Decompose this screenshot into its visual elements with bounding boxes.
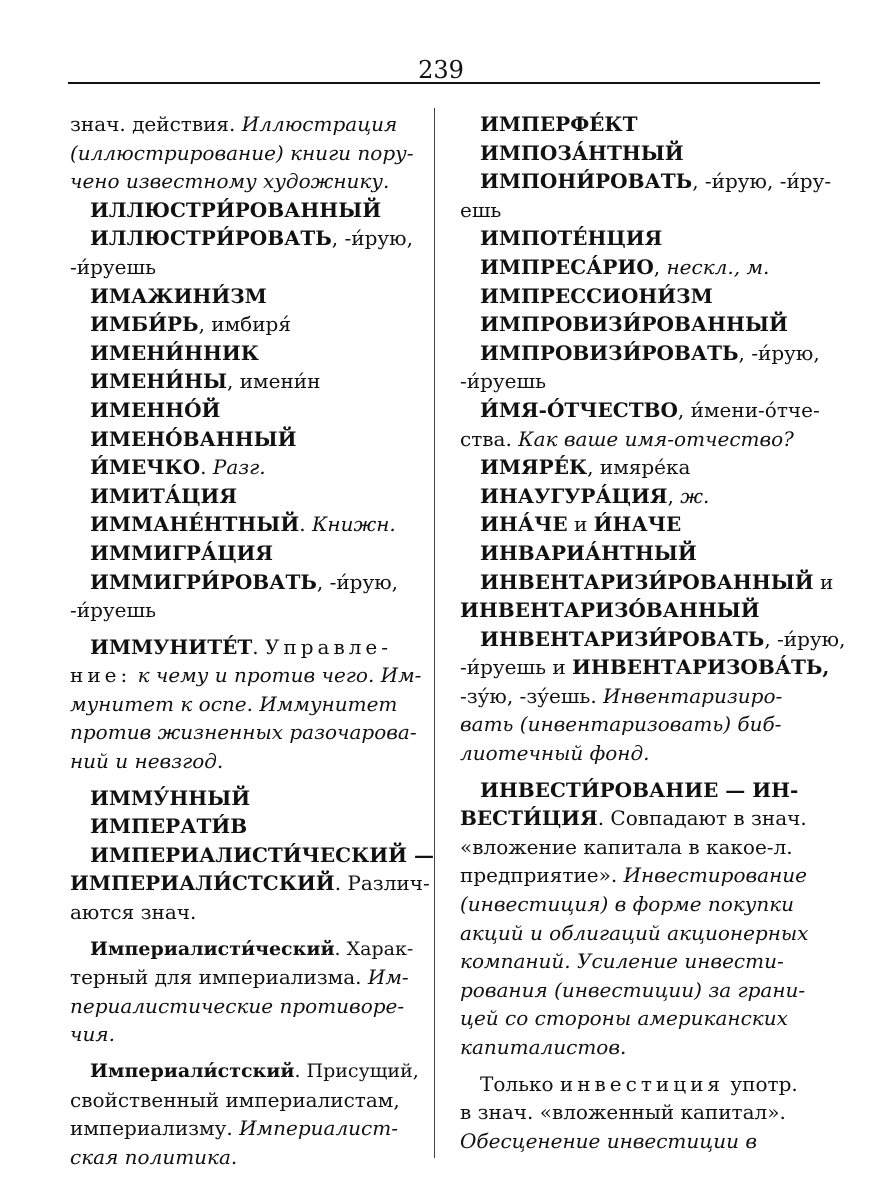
entry-text: свойственный империалистам, <box>70 1087 400 1112</box>
entry-text: терный для империализма. <box>70 965 368 990</box>
text-line <box>460 682 818 711</box>
text-line <box>70 253 420 282</box>
entry-text: , -и́рую, <box>316 569 399 594</box>
example-text: мунитет к оспе. Иммунитет <box>70 691 398 716</box>
text-line <box>460 282 818 311</box>
entry-text: -зу́ю, -зу́ешь. <box>460 683 604 708</box>
entry-headword: Империалисти́ческий <box>90 937 335 960</box>
entry-headword: ИНВЕНТАРИЗИ́РОВАТЬ <box>480 626 765 651</box>
column-divider <box>434 108 435 1158</box>
text-line <box>460 1033 818 1062</box>
text-line <box>70 812 420 841</box>
entry-headword: ИМПРЕСА́РИО <box>480 254 654 279</box>
example-text: вать (инвентаризовать) биб- <box>460 712 782 737</box>
example-text: нескл., м. <box>666 254 770 279</box>
entry-headword: ИНВЕНТАРИЗОВА́ТЬ, <box>572 655 830 680</box>
spaced-text: инвестиция <box>559 1071 725 1096</box>
entry-text: . Совпадают в знач. <box>597 806 807 831</box>
text-line <box>70 841 435 870</box>
text-line <box>460 310 818 339</box>
example-text: рования (инвестиции) за грани- <box>460 977 806 1002</box>
example-text: Империалист- <box>239 1116 398 1141</box>
text-line <box>460 425 818 454</box>
entry-text: употр. <box>724 1071 798 1096</box>
entry-headword: ИНВАРИА́НТНЫЙ <box>480 540 697 565</box>
entry-headword: И́МЯ-О́ТЧЕСТВО <box>480 397 678 422</box>
example-text: (инвестиция) в форме покупки <box>460 892 795 917</box>
text-line <box>70 633 420 662</box>
text-line <box>70 510 420 539</box>
entry-text: , -и́рую, <box>331 226 413 251</box>
text-line <box>460 196 818 225</box>
entry-headword: ИМАЖИНИ́ЗМ <box>90 283 267 308</box>
text-line <box>70 898 420 927</box>
text-line <box>460 139 818 168</box>
page-number: 239 <box>418 56 464 84</box>
entry-text: и <box>567 512 594 537</box>
entry-text: , <box>667 483 681 508</box>
entry-headword: ИМЕННО́Й <box>90 397 221 422</box>
entry-text: аются знач. <box>70 900 197 925</box>
entry-text: знач. действия. <box>70 112 242 136</box>
entry-text: , -и́рую, -и́ру- <box>692 169 832 194</box>
text-line <box>70 425 420 454</box>
entry-headword: ИМИТА́ЦИЯ <box>90 483 237 508</box>
entry-text: -и́руешь и <box>460 655 573 680</box>
text-line <box>460 110 818 139</box>
entry-text: «вложение капитала в какое-л. <box>460 834 793 859</box>
text-line <box>460 253 818 282</box>
example-text: капиталистов. <box>460 1035 627 1059</box>
example-text: периалистические противоре- <box>70 993 405 1018</box>
text-line <box>460 167 832 196</box>
text-line <box>70 1057 420 1086</box>
entry-headword: ИЛЛЮСТРИ́РОВАТЬ <box>90 226 332 251</box>
text-line <box>70 992 420 1021</box>
example-text: Иллюстрация <box>241 112 398 136</box>
entry-text: в знач. «вложенный капитал». <box>460 1100 786 1125</box>
entry-text: ства. <box>460 426 519 451</box>
example-text: Разг. <box>212 455 266 480</box>
text-line <box>70 167 420 196</box>
example-text: Книжн. <box>311 512 396 537</box>
entry-text: , -и́рую, <box>738 340 820 365</box>
example-text: против жизненных разочарова- <box>70 720 417 745</box>
text-line <box>70 396 420 425</box>
example-text: цей со стороны американских <box>460 1006 788 1031</box>
text-line <box>460 596 818 625</box>
example-text: лиотечный фонд. <box>460 741 650 766</box>
entry-headword: ИМПОЗА́НТНЫЙ <box>480 140 684 165</box>
left-column <box>70 110 435 1171</box>
text-line <box>70 1143 420 1172</box>
text-line <box>70 1086 420 1115</box>
entry-text: , имени́н <box>227 369 321 394</box>
text-line <box>460 482 818 511</box>
entry-headword: ИНВЕНТАРИЗО́ВАННЫЙ <box>460 598 760 623</box>
entry-text: и <box>813 569 834 594</box>
right-column <box>460 110 846 1155</box>
text-line <box>460 947 818 976</box>
text-line <box>70 339 420 368</box>
text-line <box>70 196 420 225</box>
entry-headword: ИМПРОВИЗИ́РОВАННЫЙ <box>480 312 788 337</box>
text-line <box>70 784 420 813</box>
text-line <box>460 710 818 739</box>
entry-headword: ИНВЕНТАРИЗИ́РОВАННЫЙ <box>480 569 814 594</box>
text-line <box>70 1020 420 1049</box>
entry-headword: ИМПРЕССИОНИ́ЗМ <box>480 283 713 308</box>
text-line <box>70 718 420 747</box>
entry-text: -и́руешь <box>70 254 156 279</box>
entry-headword: ИМПЕРИАЛИ́СТСКИЙ <box>70 871 335 896</box>
entry-headword: ИМБИ́РЬ <box>90 312 199 337</box>
entry-headword: ИМЕНИ́НЫ <box>90 369 228 394</box>
example-text: (иллюстрирование) книги пору- <box>70 140 414 165</box>
example-text: ж. <box>680 483 710 508</box>
text-line <box>70 482 420 511</box>
text-line <box>460 625 846 654</box>
text-line <box>460 367 818 396</box>
text-line <box>460 539 818 568</box>
entry-headword: ИММИГРИ́РОВАТЬ <box>90 569 317 594</box>
example-text: ний и невзгод. <box>70 749 224 774</box>
text-line <box>70 869 430 898</box>
text-line <box>460 804 818 833</box>
text-line <box>460 453 818 482</box>
entry-text: предприятие». <box>460 863 624 888</box>
text-line <box>70 282 420 311</box>
entry-headword: ИММУ́ННЫЙ <box>90 785 251 810</box>
text-line <box>460 1004 818 1033</box>
entry-headword: ИНАУГУРА́ЦИЯ <box>480 483 668 508</box>
text-line <box>70 596 420 625</box>
entry-headword: И́НАЧЕ <box>593 512 682 537</box>
text-line <box>70 661 420 690</box>
text-line <box>70 747 420 776</box>
entry-headword: ИММУНИТЕ́Т <box>90 634 253 659</box>
text-line <box>460 739 818 768</box>
entry-text: , имбиря́ <box>198 312 291 337</box>
entry-headword: ИМПРОВИЗИ́РОВАТЬ <box>480 340 739 365</box>
text-line <box>460 1070 818 1099</box>
example-text: акций и облигаций акционерных <box>460 920 809 945</box>
entry-headword: ИММИГРА́ЦИЯ <box>90 540 274 565</box>
text-line <box>460 510 818 539</box>
text-line <box>70 453 420 482</box>
example-text: Им- <box>367 965 409 990</box>
entry-text: империализму. <box>70 1116 240 1141</box>
entry-headword: ИМПОНИ́РОВАТЬ <box>480 169 693 194</box>
example-text: Обесценение инвестиции в <box>460 1128 757 1153</box>
entry-headword: ИМПОТЕ́НЦИЯ <box>480 226 663 251</box>
entry-headword: ИМПЕРФЕ́КТ <box>480 112 638 136</box>
text-line <box>460 861 818 890</box>
entry-text: . Различ- <box>334 871 430 896</box>
entry-text: . Харак- <box>334 937 414 960</box>
text-line <box>460 1098 818 1127</box>
header-rule <box>68 82 820 84</box>
entry-headword: ИНВЕСТИ́РОВАНИЕ — ИН- <box>480 777 799 802</box>
text-line <box>460 653 830 682</box>
text-line <box>460 890 818 919</box>
entry-headword: ИМЕНИ́ННИК <box>90 340 259 365</box>
text-line <box>70 690 420 719</box>
entry-text: . <box>200 455 213 480</box>
entry-headword: ИММАНЕ́НТНЫЙ <box>90 512 300 537</box>
entry-headword: Империали́стский <box>90 1060 295 1082</box>
text-line <box>460 919 818 948</box>
text-line <box>70 110 420 139</box>
entry-headword: ИЛЛЮСТРИ́РОВАННЫЙ <box>90 197 382 222</box>
text-line <box>70 935 420 964</box>
example-text: компаний. Усиление инвести- <box>460 949 784 974</box>
entry-text: -и́руешь <box>70 598 156 623</box>
example-text: чено известному художнику. <box>70 169 390 194</box>
text-line <box>460 833 818 862</box>
text-line <box>70 963 420 992</box>
entry-headword: ВЕСТИ́ЦИЯ <box>460 806 598 831</box>
example-text: к чему и против чего. Им- <box>131 663 422 688</box>
text-line <box>70 1114 420 1143</box>
text-line <box>70 310 420 339</box>
entry-text: , -и́рую, <box>764 626 846 651</box>
text-line <box>460 568 834 597</box>
text-line <box>70 539 420 568</box>
entry-headword: И́МЕЧКО <box>90 455 201 480</box>
text-line <box>460 976 818 1005</box>
entry-headword: ИМЕНО́ВАННЫЙ <box>90 426 297 451</box>
entry-text: ешь <box>460 197 502 222</box>
entry-text: . <box>299 512 312 537</box>
example-text: чия. <box>70 1022 115 1047</box>
text-line <box>460 1127 818 1156</box>
entry-text: . Присущий, <box>294 1060 419 1082</box>
text-line <box>70 139 420 168</box>
text-line <box>70 367 420 396</box>
entry-headword: ИМПЕРИАЛИСТИ́ЧЕСКИЙ — <box>90 842 435 867</box>
entry-text: Только <box>480 1071 560 1096</box>
spaced-text: ние: <box>70 663 132 688</box>
entry-text: , имяре́ка <box>587 455 691 480</box>
entry-text: , <box>653 254 667 279</box>
text-line <box>460 339 818 368</box>
text-line <box>460 224 818 253</box>
text-line <box>70 224 420 253</box>
entry-text: . <box>252 634 265 659</box>
example-text: ская политика. <box>70 1144 238 1169</box>
spaced-text: Управле- <box>264 634 393 659</box>
example-text: Как ваше имя-отчество? <box>518 426 794 451</box>
entry-headword: ИНА́ЧЕ <box>480 512 568 537</box>
entry-headword: ИМПЕРАТИ́В <box>90 814 248 839</box>
entry-text: , и́мени-о́тче- <box>677 397 820 422</box>
text-line <box>460 776 818 805</box>
example-text: Инвентаризиро- <box>603 683 783 708</box>
text-line <box>70 568 420 597</box>
text-line <box>460 396 818 425</box>
entry-text: -и́руешь <box>460 369 546 394</box>
example-text: Инвестирование <box>623 863 807 888</box>
entry-headword: ИМЯРЕ́К <box>480 455 588 480</box>
